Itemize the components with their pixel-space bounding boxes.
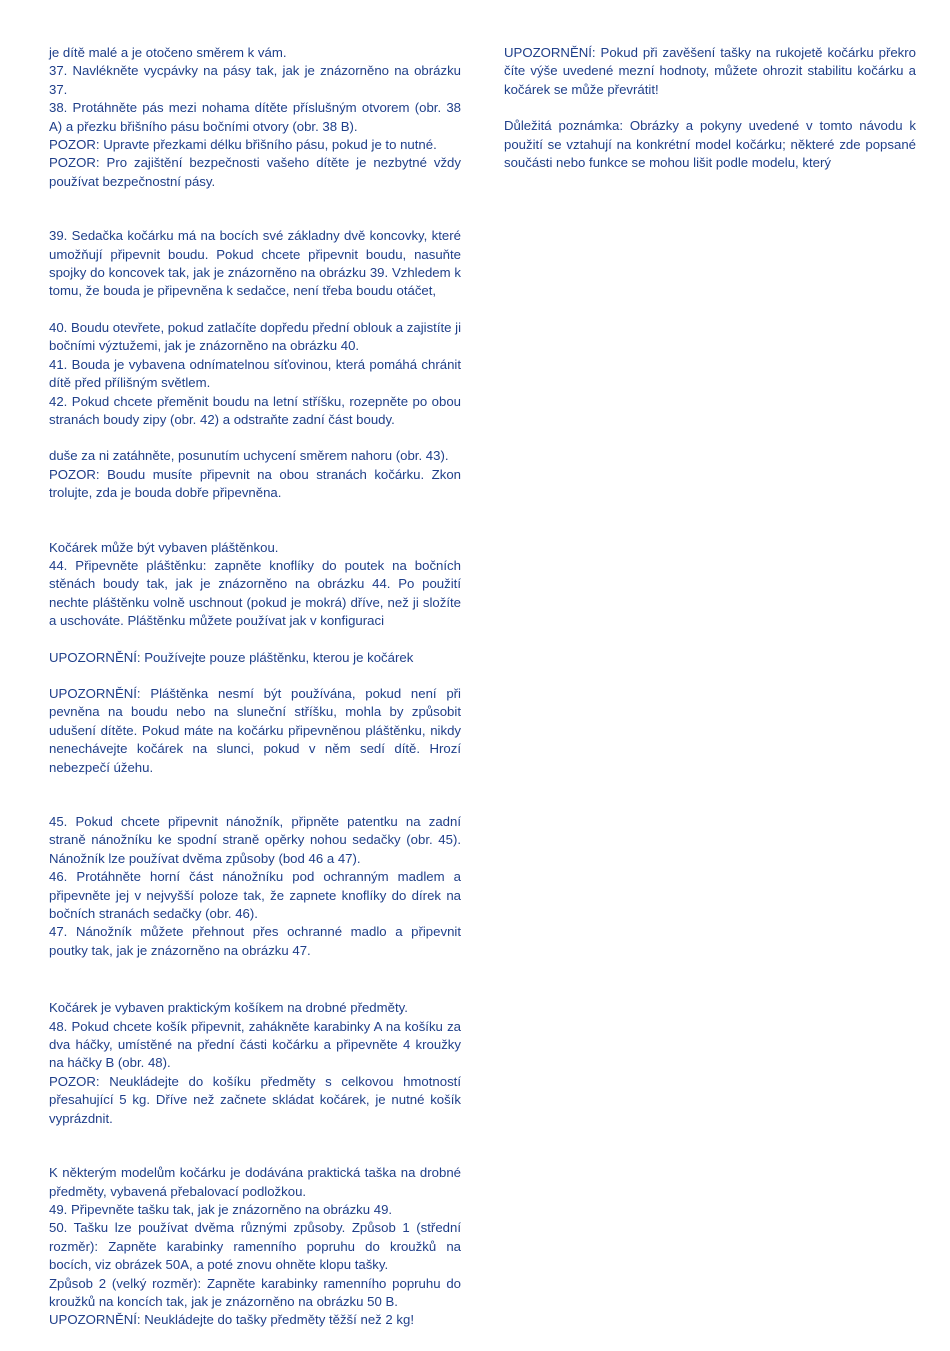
paragraph-line: 41. Bouda je vybavena odnímatelnou síťovinou, která pomáhá chránit dítě před přílišným světlem. bbox=[49, 356, 461, 391]
section-raincover bbox=[49, 539, 461, 631]
section-canopy-secure bbox=[49, 447, 461, 502]
warning-raincover-only bbox=[49, 649, 461, 667]
section-harness bbox=[49, 44, 461, 191]
section-bag bbox=[49, 1164, 461, 1330]
paragraph-line: UPOZORNĚNÍ: Neukládejte do tašky předměty těžší než 2 kg! bbox=[49, 1312, 415, 1328]
paragraph-line: K některým modelům kočárku je dodávána praktická taška na drobné předměty, vybavená přebalovací podložkou. bbox=[49, 1165, 461, 1199]
section-canopy-open bbox=[49, 319, 461, 429]
right-text-column bbox=[504, 44, 916, 172]
section-footmuff bbox=[49, 813, 461, 960]
paragraph-line: UPOZORNĚNÍ: Pláštěnka nesmí být používána, pokud není při pevněna na boudu nebo na sluneční stříšku, mohla by způsobit udušení dítěte. Pokud máte na kočárku připevněnou pláštěnku, nikdy nenechávejte kočárek na slunci, pokud v něm sedí dítě. Hrozí nebezpečí úžehu. bbox=[49, 685, 461, 775]
paragraph-line: UPOZORNĚNÍ: Používejte pouze pláštěnku, kterou je kočárek bbox=[49, 649, 414, 665]
paragraph-line: Způsob 2 (velký rozměr): Zapněte karabinky ramenního popruhu do kroužků na koncích tak, jak je znázorněno na obrázku 50 B. bbox=[49, 1275, 461, 1309]
warning-bag-stability bbox=[504, 44, 916, 99]
paragraph-line: 45. Pokud chcete připevnit nánožník, připněte patentku na zadní straně nánožníku ke spodní straně opěrky nohou sedačky (obr. 45). Nánožník lze používat dvěma způsoby (bod 46 a 47). bbox=[49, 814, 461, 866]
paragraph-line: 46. Protáhněte horní část nánožníku pod ochranným madlem a připevněte jej v nejvyšší poloze tak, že zapnete knoflíky do dírek na bočních stranách sedačky (obr. 46). bbox=[49, 869, 461, 922]
paragraph-line: 50. Tašku lze používat dvěma různými způsoby. Způsob 1 (střední rozměr): Zapněte karabinky ramenního popruhu do kroužků na bocích, viz obrázek 50A, a poté znovu ohněte klopu tašky. bbox=[49, 1220, 461, 1273]
important-note bbox=[504, 117, 916, 172]
paragraph-line: POZOR: Boudu musíte připevnit na obou stranách kočárku. Zkon trolujte, zda je bouda dobře připevněna. bbox=[49, 466, 461, 501]
paragraph-line: duše za ni zatáhněte, posunutím uchycení směrem nahoru (obr. 43). bbox=[49, 448, 449, 464]
paragraph-line: 44. Připevněte pláštěnku: zapněte knoflíky do poutek na bočních stěnách boudy tak, jak je znázorněno na obrázku 44. Po použití nechte pláštěnku volně uschnout (pokud je mokrá) dříve, než ji složíte a uschováte. Pláštěnku můžete používat jak v konfiguraci bbox=[49, 557, 461, 629]
left-text-column bbox=[49, 44, 461, 1330]
paragraph-line: UPOZORNĚNÍ: Pokud při zavěšení tašky na rukojetě kočárku překro číte výše uvedené mezní hodnoty, můžete ohrozit stabilitu kočárku a kočárek se může převrátit! bbox=[504, 45, 916, 97]
paragraph-line: 42. Pokud chcete přeměnit boudu na letní stříšku, rozepněte po obou stranách boudy zipy (obr. 42) a odstraňte zadní část boudy. bbox=[49, 393, 461, 427]
paragraph-line: POZOR: Neukládejte do košíku předměty s celkovou hmotností přesahující 5 kg. Dříve než začnete skládat kočárek, je nutné košík vyprázdnit. bbox=[49, 1073, 461, 1126]
section-canopy-attach bbox=[49, 227, 461, 301]
paragraph-line: 48. Pokud chcete košík připevnit, zahákněte karabinky A na košíku za dva háčky, umístěné na přední části kočárku a připevněte 4 kroužky na háčky B (obr. 48). bbox=[49, 1018, 461, 1071]
paragraph-line: 37. Navlékněte vycpávky na pásy tak, jak je znázorněno na obrázku 37. bbox=[49, 63, 461, 97]
paragraph-line: 47. Nánožník můžete přehnout přes ochranné madlo a připevnit poutky tak, jak je znázorněno na obrázku 47. bbox=[49, 924, 461, 958]
paragraph-line: Důležitá poznámka: Obrázky a pokyny uvedené v tomto návodu k použití se vztahují na konkrétní model kočárku; některé zde popsané součásti nebo funkce se mohou lišit podle modelu, který bbox=[504, 118, 916, 171]
paragraph-line: je dítě malé a je otočeno směrem k vám. bbox=[49, 45, 287, 60]
paragraph-line: POZOR: Upravte přezkami délku břišního pásu, pokud je to nutné. bbox=[49, 137, 437, 153]
warning-raincover-suffocation bbox=[49, 685, 461, 777]
paragraph-line: 38. Protáhněte pás mezi nohama dítěte příslušným otvorem (obr. 38 A) a přezku břišního pásu bočními otvory (obr. 38 B). bbox=[49, 100, 461, 134]
paragraph-line: 40. Boudu otevřete, pokud zatlačíte dopředu přední oblouk a zajistíte ji bočními výztužemi, jak je znázorněno na obrázku 40. bbox=[49, 319, 462, 354]
paragraph-line: 49. Připevněte tašku tak, jak je znázorněno na obrázku 49. bbox=[49, 1201, 393, 1217]
paragraph-line: Kočárek je vybaven praktickým košíkem na drobné předměty. bbox=[49, 1000, 408, 1016]
section-basket bbox=[49, 999, 461, 1128]
paragraph-line: 39. Sedačka kočárku má na bocích své základny dvě koncovky, které umožňují připevnit boudu. Pokud chcete připevnit boudu, nasuňte spojky do koncovek tak, jak je znázorněno na obrázku 39. Vzhledem k tomu, že bouda je připevněna k sedačce, není třeba boudu otáčet, bbox=[49, 228, 461, 299]
paragraph-line: POZOR: Pro zajištění bezpečnosti vašeho dítěte je nezbytné vždy používat bezpečnostní pásy. bbox=[49, 155, 461, 189]
paragraph-line: Kočárek může být vybaven pláštěnkou. bbox=[49, 539, 279, 555]
